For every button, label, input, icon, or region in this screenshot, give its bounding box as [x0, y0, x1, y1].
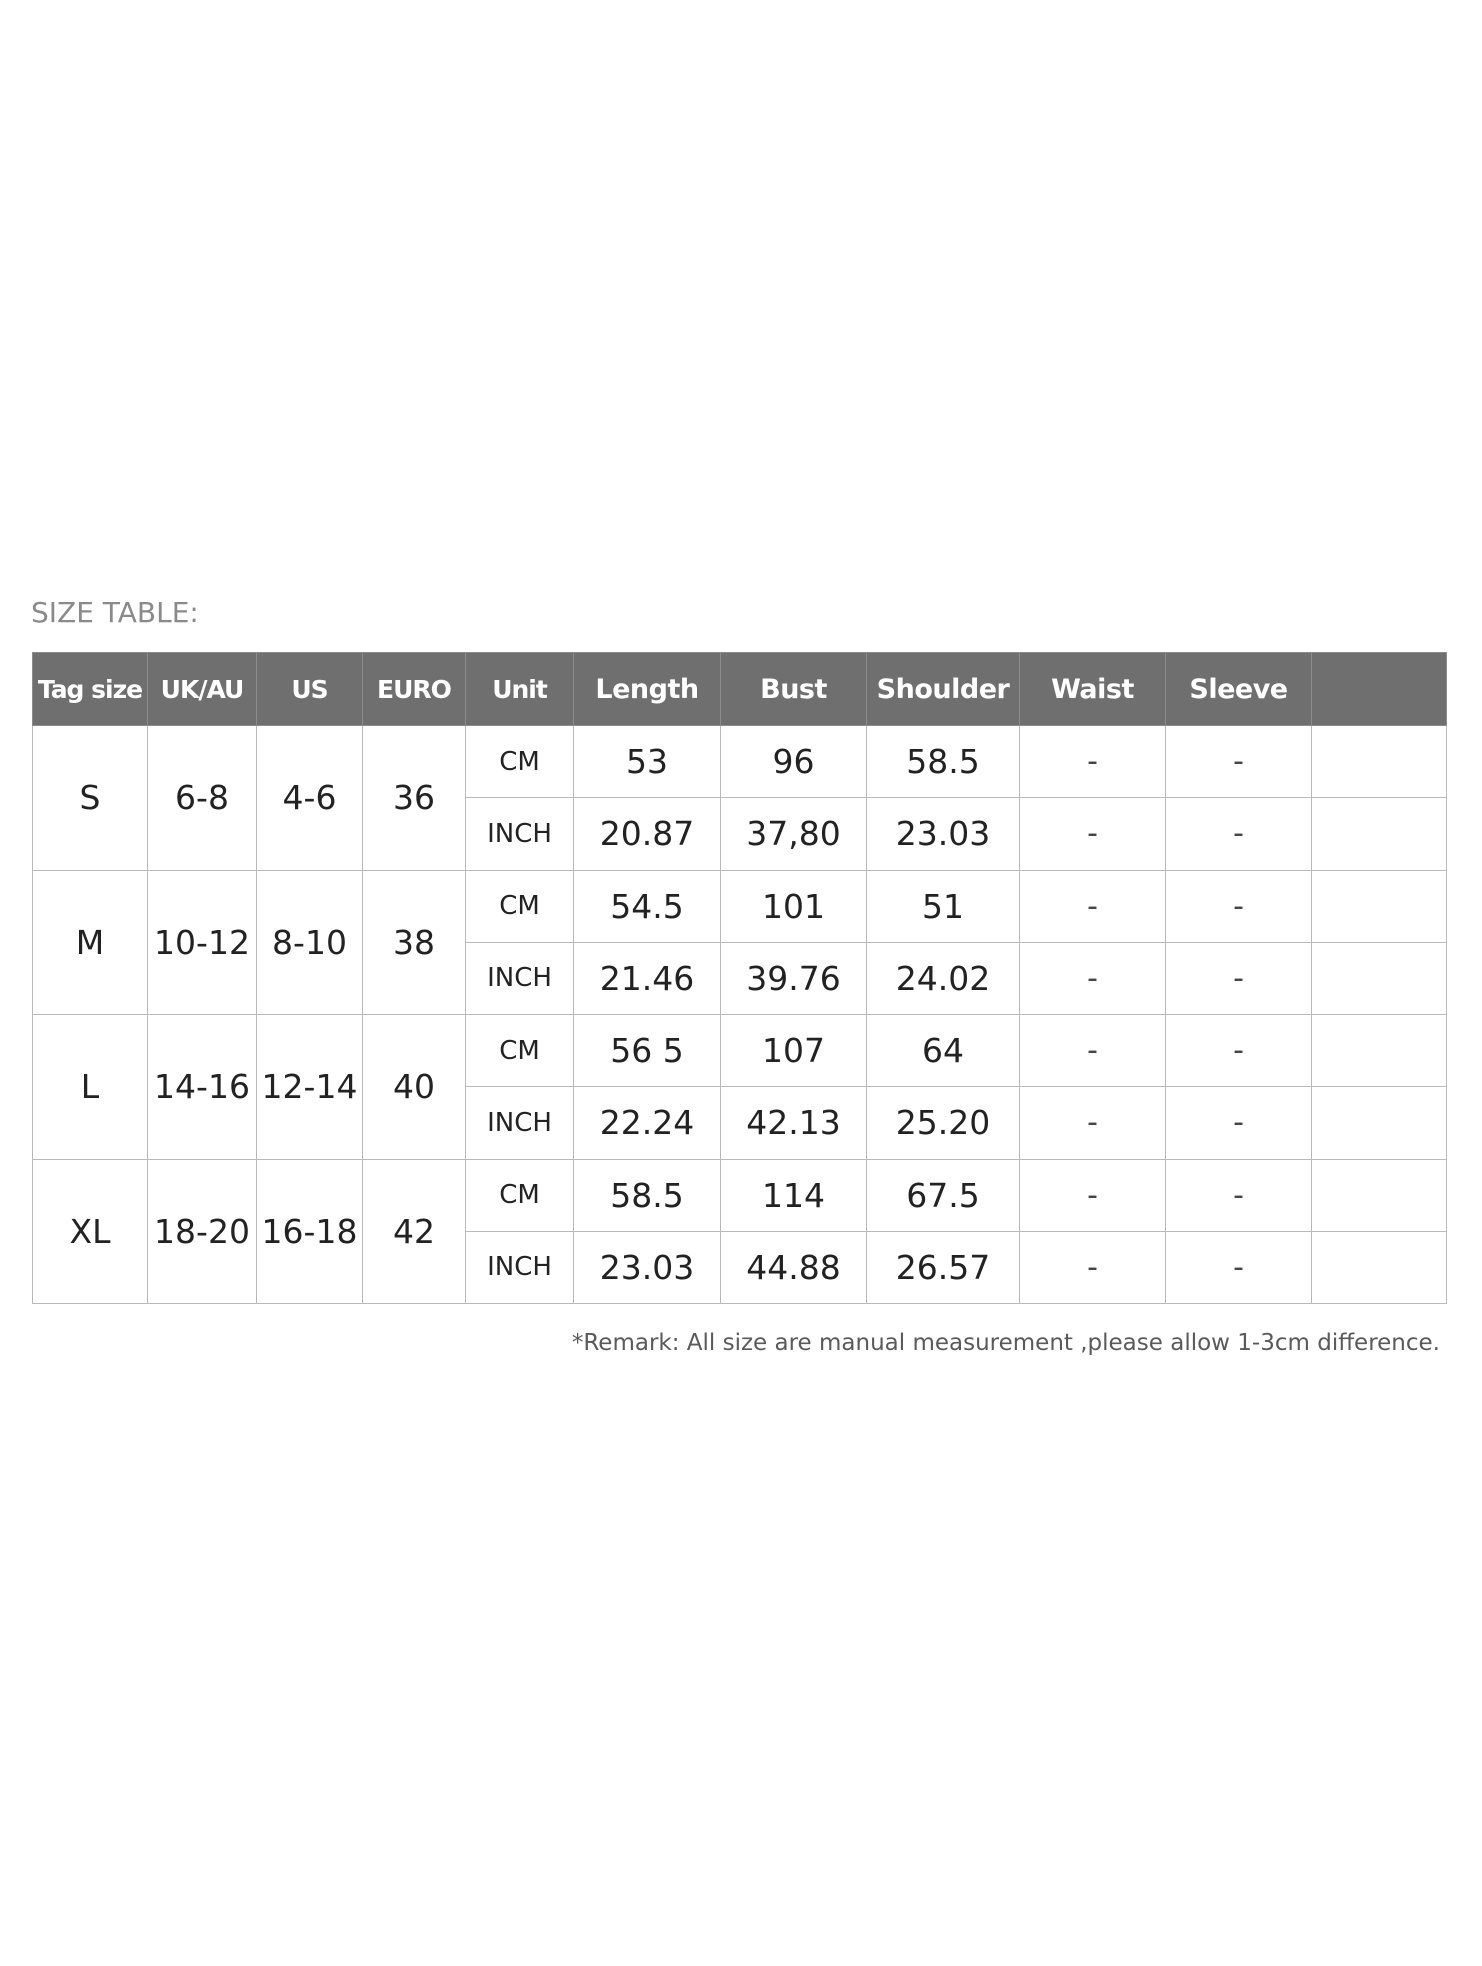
bust-cell: 44.88	[721, 1231, 867, 1303]
shoulder-cell: 51	[867, 870, 1020, 942]
header-us: US	[257, 653, 363, 726]
shoulder-cell: 25.20	[867, 1087, 1020, 1159]
blank-cell	[1312, 942, 1447, 1014]
header-unit: Unit	[466, 653, 574, 726]
bust-cell: 42.13	[721, 1087, 867, 1159]
shoulder-cell: 58.5	[867, 726, 1020, 798]
euro-cell: 40	[363, 1015, 466, 1160]
blank-cell	[1312, 798, 1447, 870]
bust-cell: 96	[721, 726, 867, 798]
sleeve-cell: -	[1166, 1015, 1312, 1087]
length-cell: 21.46	[574, 942, 721, 1014]
uk-au-cell: 18-20	[148, 1159, 257, 1304]
unit-cell: CM	[466, 1159, 574, 1231]
header-shoulder: Shoulder	[867, 653, 1020, 726]
shoulder-cell: 23.03	[867, 798, 1020, 870]
sleeve-cell: -	[1166, 870, 1312, 942]
us-cell: 8-10	[257, 870, 363, 1015]
euro-cell: 38	[363, 870, 466, 1015]
sleeve-cell: -	[1166, 726, 1312, 798]
shoulder-cell: 24.02	[867, 942, 1020, 1014]
size-table	[32, 652, 1447, 1304]
waist-cell: -	[1020, 942, 1166, 1014]
bust-cell: 114	[721, 1159, 867, 1231]
sleeve-cell: -	[1166, 942, 1312, 1014]
sleeve-cell: -	[1166, 1231, 1312, 1303]
length-cell: 56 5	[574, 1015, 721, 1087]
header-length: Length	[574, 653, 721, 726]
tag-size-cell: XL	[33, 1159, 148, 1304]
blank-cell	[1312, 1159, 1447, 1231]
sleeve-cell: -	[1166, 798, 1312, 870]
us-cell: 12-14	[257, 1015, 363, 1160]
waist-cell: -	[1020, 1231, 1166, 1303]
euro-cell: 36	[363, 726, 466, 871]
header-uk-au: UK/AU	[148, 653, 257, 726]
uk-au-cell: 14-16	[148, 1015, 257, 1160]
length-cell: 22.24	[574, 1087, 721, 1159]
waist-cell: -	[1020, 870, 1166, 942]
unit-cell: INCH	[466, 798, 574, 870]
waist-cell: -	[1020, 1087, 1166, 1159]
length-cell: 58.5	[574, 1159, 721, 1231]
table-row	[33, 1159, 1447, 1231]
remark-note: *Remark: All size are manual measurement ,please allow 1-3cm difference.	[571, 1330, 1440, 1356]
blank-cell	[1312, 1015, 1447, 1087]
blank-cell	[1312, 1231, 1447, 1303]
shoulder-cell: 67.5	[867, 1159, 1020, 1231]
unit-cell: CM	[466, 726, 574, 798]
unit-cell: CM	[466, 870, 574, 942]
tag-size-cell: M	[33, 870, 148, 1015]
tag-size-cell: S	[33, 726, 148, 871]
header-sleeve: Sleeve	[1166, 653, 1312, 726]
blank-cell	[1312, 870, 1447, 942]
bust-cell: 37,80	[721, 798, 867, 870]
waist-cell: -	[1020, 798, 1166, 870]
euro-cell: 42	[363, 1159, 466, 1304]
header-tag-size: Tag size	[33, 653, 148, 726]
unit-cell: INCH	[466, 1087, 574, 1159]
table-header-row	[33, 653, 1447, 726]
table-row	[33, 870, 1447, 942]
blank-cell	[1312, 1087, 1447, 1159]
sleeve-cell: -	[1166, 1159, 1312, 1231]
us-cell: 4-6	[257, 726, 363, 871]
bust-cell: 101	[721, 870, 867, 942]
length-cell: 53	[574, 726, 721, 798]
header-waist: Waist	[1020, 653, 1166, 726]
unit-cell: CM	[466, 1015, 574, 1087]
shoulder-cell: 64	[867, 1015, 1020, 1087]
us-cell: 16-18	[257, 1159, 363, 1304]
header-blank	[1312, 653, 1447, 726]
header-euro: EURO	[363, 653, 466, 726]
waist-cell: -	[1020, 1015, 1166, 1087]
table-row	[33, 1015, 1447, 1087]
sleeve-cell: -	[1166, 1087, 1312, 1159]
page-title: SIZE TABLE:	[31, 596, 199, 629]
length-cell: 54.5	[574, 870, 721, 942]
waist-cell: -	[1020, 1159, 1166, 1231]
shoulder-cell: 26.57	[867, 1231, 1020, 1303]
table-row	[33, 726, 1447, 798]
header-bust: Bust	[721, 653, 867, 726]
unit-cell: INCH	[466, 942, 574, 1014]
blank-cell	[1312, 726, 1447, 798]
length-cell: 23.03	[574, 1231, 721, 1303]
unit-cell: INCH	[466, 1231, 574, 1303]
uk-au-cell: 6-8	[148, 726, 257, 871]
uk-au-cell: 10-12	[148, 870, 257, 1015]
waist-cell: -	[1020, 726, 1166, 798]
tag-size-cell: L	[33, 1015, 148, 1160]
bust-cell: 39.76	[721, 942, 867, 1014]
bust-cell: 107	[721, 1015, 867, 1087]
length-cell: 20.87	[574, 798, 721, 870]
